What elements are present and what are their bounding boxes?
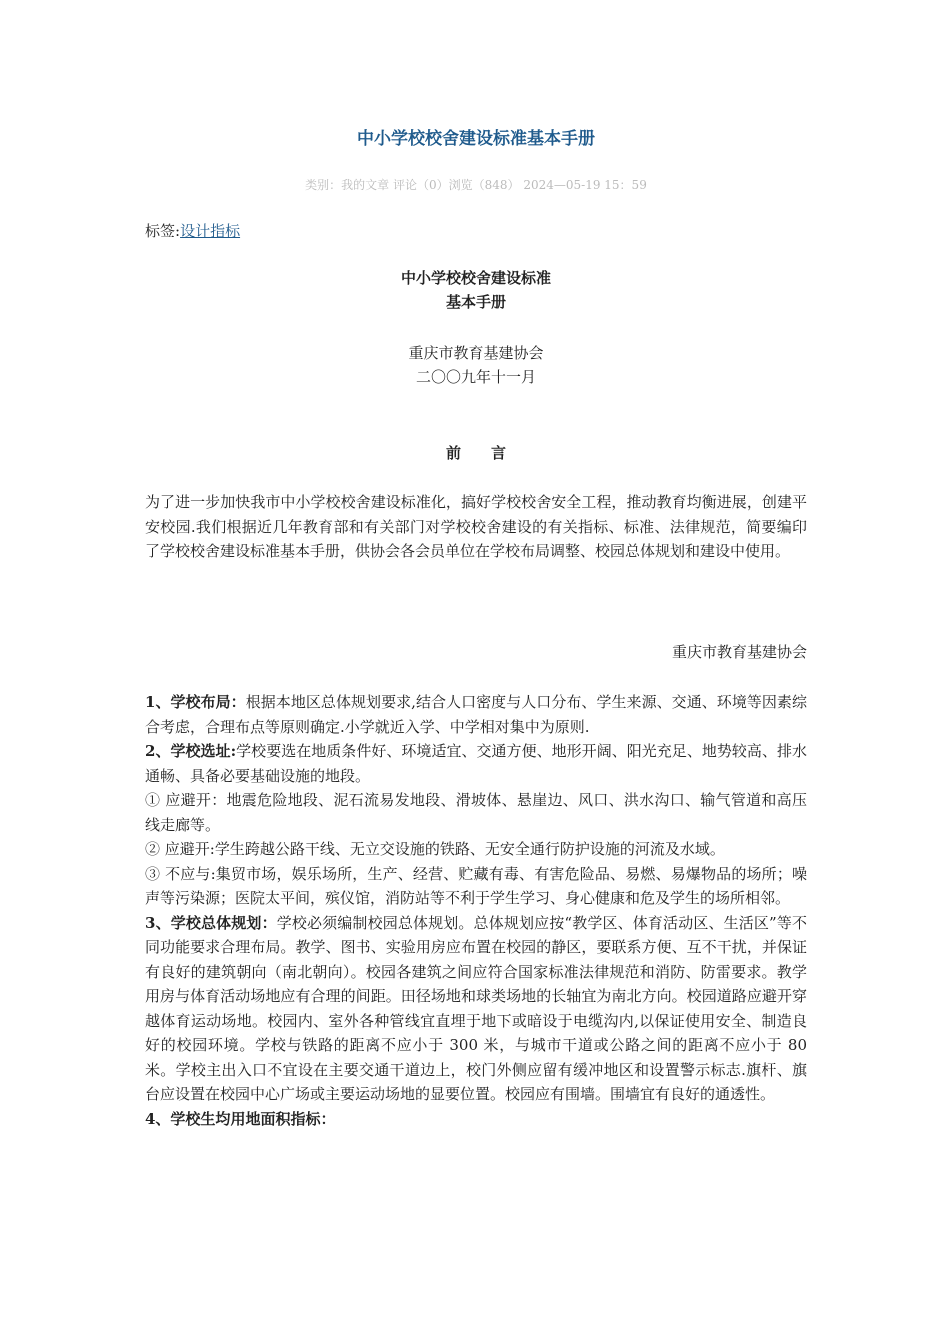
section-4 bbox=[145, 1107, 807, 1132]
article-title: 中小学校校舍建设标准基本手册 bbox=[357, 129, 595, 149]
section-3 bbox=[145, 911, 807, 1107]
section-2-item-1: ① 应避开：地震危险地段、泥石流易发地段、滑坡体、悬崖边、风口、洪水沟口、输气管道和高压线走廊等。 bbox=[145, 791, 807, 834]
cover-title-line1: 中小学校校舍建设标准 bbox=[400, 269, 551, 287]
tags-label: 标签: bbox=[145, 222, 181, 240]
preface-signature: 重庆市教育基建协会 bbox=[671, 643, 807, 661]
section-2-item-3: ③ 不应与:集贸市场，娱乐场所，生产、经营、贮藏有毒、有害危险品、易燃、易爆物品的场所；噪声等污染源；医院太平间，殡仪馆，消防站等不利于学生学习、身心健康和危及学生的场所相邻。 bbox=[145, 864, 807, 907]
article-meta: 类别：我的文章 评论（0）浏览（848） 2024—05-19 15：59 bbox=[305, 178, 647, 192]
cover-date: 二〇〇九年十一月 bbox=[415, 368, 536, 386]
cover-info bbox=[145, 341, 807, 389]
sections-body bbox=[145, 690, 807, 1131]
preface-heading: 前 言 bbox=[445, 444, 506, 462]
section-2-heading: 2、学校选址: bbox=[145, 742, 237, 760]
section-2 bbox=[145, 739, 807, 788]
tag-link[interactable]: 设计指标 bbox=[180, 222, 241, 240]
section-4-heading: 4、学校生均用地面积指标： bbox=[145, 1109, 336, 1128]
cover-title bbox=[145, 266, 807, 314]
section-1-text: 根据本地区总体规划要求,结合人口密度与人口分布、学生来源、交通、环境等因素综合考虑，合理布点等原则确定.小学就近入学、中学相对集中为原则. bbox=[145, 693, 807, 736]
preface-text: 为了进一步加快我市中小学校校舍建设标准化，搞好学校校舍安全工程，推动教育均衡进展，创建平安校园.我们根据近几年教育部和有关部门对学校校舍建设的有关指标、标准、法律规范，简要编印了学校校舍建设标准基本手册，供协会各会员单位在学校布局调整、校园总体规划和建设中使用。 bbox=[145, 493, 807, 560]
section-2-item-2: ② 应避开:学生跨越公路干线、无立交设施的铁路、无安全通行防护设施的河流及水域。 bbox=[145, 840, 725, 858]
cover-org: 重庆市教育基建协会 bbox=[408, 344, 544, 362]
cover-title-line2: 基本手册 bbox=[445, 293, 506, 311]
section-1 bbox=[145, 690, 807, 739]
section-2-text: 学校要选在地质条件好、环境适宜、交通方便、地形开阔、阳光充足、地势较高、排水通畅、具备必要基础设施的地段。 bbox=[145, 742, 807, 785]
section-3-heading: 3、学校总体规划： bbox=[145, 913, 277, 932]
section-3-text: 学校必须编制校园总体规划。总体规划应按“教学区、体育活动区、生活区”等不同功能要求合理布局。教学、图书、实验用房应布置在校园的静区，要联系方便、互不干扰，并保证有良好的建筑朝向（南北朝向）。校园各建筑之间应符合国家标准法律规范和消防、防雷要求。教学用房与体育活动场地应有合理的间距。田径场地和球类场地的长轴宜为南北方向。校园道路应避开穿越体育运动场地。校园内、室外各种管线宜直埋于地下或暗设于电缆沟内,以保证使用安全、制造良好的校园环境。学校与铁路的距离不应小于 300 米，与城市干道或公路之间的距离不应小于 80 米。学校主出入口不宜设在主要交通干道边上，校门外侧应留有缓冲地区和设置警示标志.旗杆、旗台应设置在校园中心广场或主要运动场地的显要位置。校园应有围墙。围墙宜有良好的通透性。 bbox=[145, 913, 807, 1103]
tags-row bbox=[145, 220, 240, 241]
section-1-heading: 1、学校布局： bbox=[145, 693, 246, 711]
